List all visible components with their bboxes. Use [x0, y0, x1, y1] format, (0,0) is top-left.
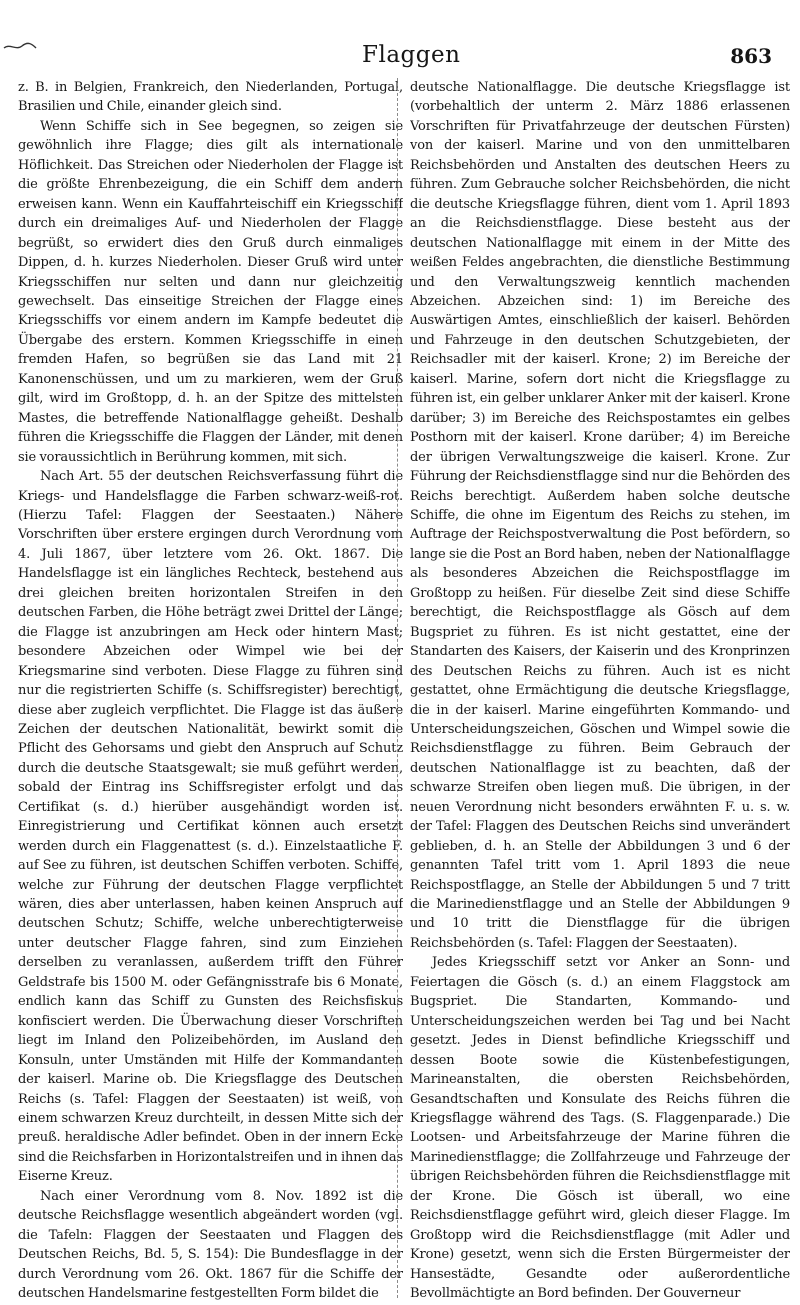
paragraph: Nach Art. 55 der deutschen Reichsverfassung führt die Kriegs- und Handelsflagge die Farben schwarz-weiß-rot. (Hierzu Tafel: Flaggen der Seestaaten.) Nähere Vorschriften über erstere ergingen durch Verordnung vom 4. Juli 1867, über letztere vom 26. Okt. 1867. Die Handelsflagge ist ein längliches Rechteck, bestehend aus drei gleichen breiten horizontalen Streifen in den deutschen Farben, die Höhe beträgt zwei Drittel der Länge; die Flagge ist anzubringen am Heck oder hintern Mast; besondere Abzeichen oder Wimpel wie bei der Kriegsmarine sind verboten. Diese Flagge zu führen sind nur die registrierten Schiffe (s. Schiffsregister) berechtigt, diese aber zugleich verpflichtet. Die Flagge ist das äußere Zeichen der deutschen Nationalität, bewirkt somit die Pflicht des Gehorsams und giebt den Anspruch auf Schutz durch die deutsche Staatsgewalt; sie muß geführt werden, sobald der Eintrag ins Schiffsregister erfolgt und das Certifikat (s. d.) hierüber ausgehändigt worden ist. Einregistrierung und Certifikat können auch ersetzt werden durch ein Flaggenattest (s. d.). Einzelstaatliche F. auf See zu führen, ist deutschen Schiffen verboten. Schiffe, welche zur Führung der deutschen Flagge verpflichtet wären, dies aber unterlassen, haben keinen Anspruch auf deutschen Schutz; Schiffe, welche unberechtigterweise unter deutscher Flagge fahren, sind zum Einziehen derselben zu veranlassen, außerdem trifft den Führer Geldstrafe bis 1500 M. oder Gefängnisstrafe bis 6 Monate, endlich kann das Schiff zu Gunsten des Reichsfiskus konfisciert werden. Die Überwachung dieser Vorschriften liegt im Inland den Polizeibehörden, im Ausland den Konsuln, unter Umständen mit Hilfe der Kommandanten der kaiserl. Marine ob. Die Kriegsflagge des Deutschen Reichs (s. Tafel: Flaggen der Seestaaten) ist weiß, von einem schwarzen Kreuz durchteilt, in dessen Mitte sich der preuß. heraldische Adler befindet. Oben in der innern Ecke sind die Reichsfarben in Horizontalstreifen und in ihnen das Eiserne Kreuz. — [18, 469, 403, 1185]
paragraph: Nach einer Verordnung vom 8. Nov. 1892 ist die deutsche Reichsflagge wesentlich abgeändert worden (vgl. die Tafeln: Flaggen der Seestaaten und Flaggen des Deutschen Reichs, Bd. 5, S. 154): Die Bundesflagge in der durch Verordnung vom 26. Okt. 1867 für die Schiffe der deutschen Handelsmarine festgestellten Form bildet die — [18, 1188, 403, 1302]
paragraph: Jedes Kriegsschiff setzt vor Anker an Sonn- und Feiertagen die Gösch (s. d.) an einem Flaggstock am Bugspriet. Die Standarten, Kommando- und Unterscheidungszeichen werden bei Tag und bei Nacht gesetzt. Jedes in Dienst befindliche Kriegsschiff und dessen Boote sowie die Küstenbefestigungen, Marineanstalten, die obersten Reichsbehörden, Gesandtschaften und Konsulate des Reichs führen die Kriegsflagge während des Tags. (S. Flaggenparade.) Die Lootsen- und Arbeitsfahrzeuge der Marine führen die Marinedienstflagge; die Zollfahrzeuge und Fahrzeuge der übrigen Reichsbehörden führen die Reichsdienstflagge mit der Krone. Die Gösch ist überall, wo eine Reichsdienstflagge geführt wird, gleich dieser Flagge. Im Großtopp wird die Reichsdienstflagge (mit Adler und Krone) gesetzt, wenn sich die Ersten Bürgermeister der Hansestädte, Gesandte oder außerordentliche Bevollmächtigte an Bord befinden. Der Gouverneur — [410, 955, 790, 1302]
corner-flourish-icon — [2, 42, 38, 52]
column-divider — [397, 78, 399, 1298]
page-title: Flaggen — [362, 42, 461, 68]
page-number: 863 — [730, 44, 772, 68]
paragraph: z. B. in Belgien, Frankreich, den Niederlanden, Portugal, Brasilien und Chile, einander gleich sind. — [18, 80, 403, 115]
page-header — [0, 42, 800, 72]
left-column — [18, 78, 403, 1303]
right-column — [410, 78, 790, 1303]
paragraph: deutsche Nationalflagge. Die deutsche Kriegsflagge ist (vorbehaltlich der unterm 2. März 1886 erlassenen Vorschriften für Privatfahrzeuge der deutschen Fürsten) von der kaiserl. Marine und von den unmittelbaren Reichsbehörden und Anstalten des deutschen Heers zu führen. Zum Gebrauche solcher Reichsbehörden, die nicht die deutsche Kriegsflagge führen, dient vom 1. April 1893 an die Reichsdienstflagge. Diese besteht aus der deutschen Nationalflagge mit einem in der Mitte des weißen Feldes angebrachten, die dienstliche Bestimmung und den Verwaltungszweig kenntlich machenden Abzeichen. Abzeichen sind: 1) im Bereiche des Auswärtigen Amtes, einschließlich der kaiserl. Behörden und Fahrzeuge in den deutschen Schutzgebieten, der Reichsadler mit der kaiserl. Krone; 2) im Bereiche der kaiserl. Marine, sofern dort nicht die Kriegsflagge zu führen ist, ein gelber unklarer Anker mit der kaiserl. Krone darüber; 3) im Bereiche des Reichspostamtes ein gelbes Posthorn mit der kaiserl. Krone darüber; 4) im Bereiche der übrigen Verwaltungszweige die kaiserl. Krone. Zur Führung der Reichsdienstflagge sind nur die Behörden des Reichs berechtigt. Außerdem haben solche deutsche Schiffe, die ohne im Eigentum des Reichs zu stehen, im Auftrage der Reichspostverwaltung die Post befördern, so lange sie die Post an Bord haben, neben der Nationalflagge als besonderes Abzeichen die Reichspostflagge im Großtopp zu heißen. Für dieselbe Zeit sind diese Schiffe berechtigt, die Reichspostflagge als Gösch auf dem Bugspriet zu führen. Es ist nicht gestattet, eine der Standarten des Kaisers, der Kaiserin und des Kronprinzen des Deutschen Reichs zu führen. Auch ist es nicht gestattet, ohne Ermächtigung die deutsche Kriegsflagge, die in der kaiserl. Marine eingeführten Kommando- und Unterscheidungszeichen, Göschen und Wimpel sowie die Reichsdienstflagge zu führen. Beim Gebrauch der deutschen Nationalflagge ist zu beachten, daß der schwarze Streifen oben liegen muß. Die übrigen, in der neuen Verordnung nicht besonders erwähnten F. u. s. w. der Tafel: Flaggen des Deutschen Reichs sind unverändert geblieben, d. h. an Stelle der Abbildungen 3 und 6 der genannten Tafel tritt vom 1. April 1893 die neue Reichspostflagge, an Stelle der Abbildungen 5 und 7 tritt die Marinedienstflagge und an Stelle der Abbildungen 9 und 10 tritt die Dienstflagge für die übrigen Reichsbehörden (s. Tafel: Flaggen der Seestaaten). — [410, 80, 790, 951]
paragraph: Wenn Schiffe sich in See begegnen, so zeigen sie gewöhnlich ihre Flagge; dies gilt als internationale Höflichkeit. Das Streichen oder Niederholen der Flagge ist die größte Ehrenbezeigung, die ein Schiff dem andern erweisen kann. Wenn ein Kauffahrteischiff ein Kriegsschiff durch ein dreimaliges Auf- und Niederholen der Flagge begrüßt, so erwidert dies den Gruß durch einmaliges Dippen, d. h. kurzes Niederholen. Dieser Gruß wird unter Kriegsschiffen nur selten und dann nur gleichzeitig gewechselt. Das einseitige Streichen der Flagge eines Kriegsschiffs vor einem andern im Kampfe bedeutet die Übergabe des erstern. Kommen Kriegsschiffe in einen fremden Hafen, so begrüßen sie das Land mit 21 Kanonenschüssen, und um zu markieren, wem der Gruß gilt, wird im Großtopp, d. h. an der Spitze des mittelsten Mastes, die betreffende Nationalflagge geheißt. Deshalb führen die Kriegsschiffe die Flaggen der Länder, mit denen sie voraussichtlich in Berührung kommen, mit sich. — [18, 118, 403, 465]
